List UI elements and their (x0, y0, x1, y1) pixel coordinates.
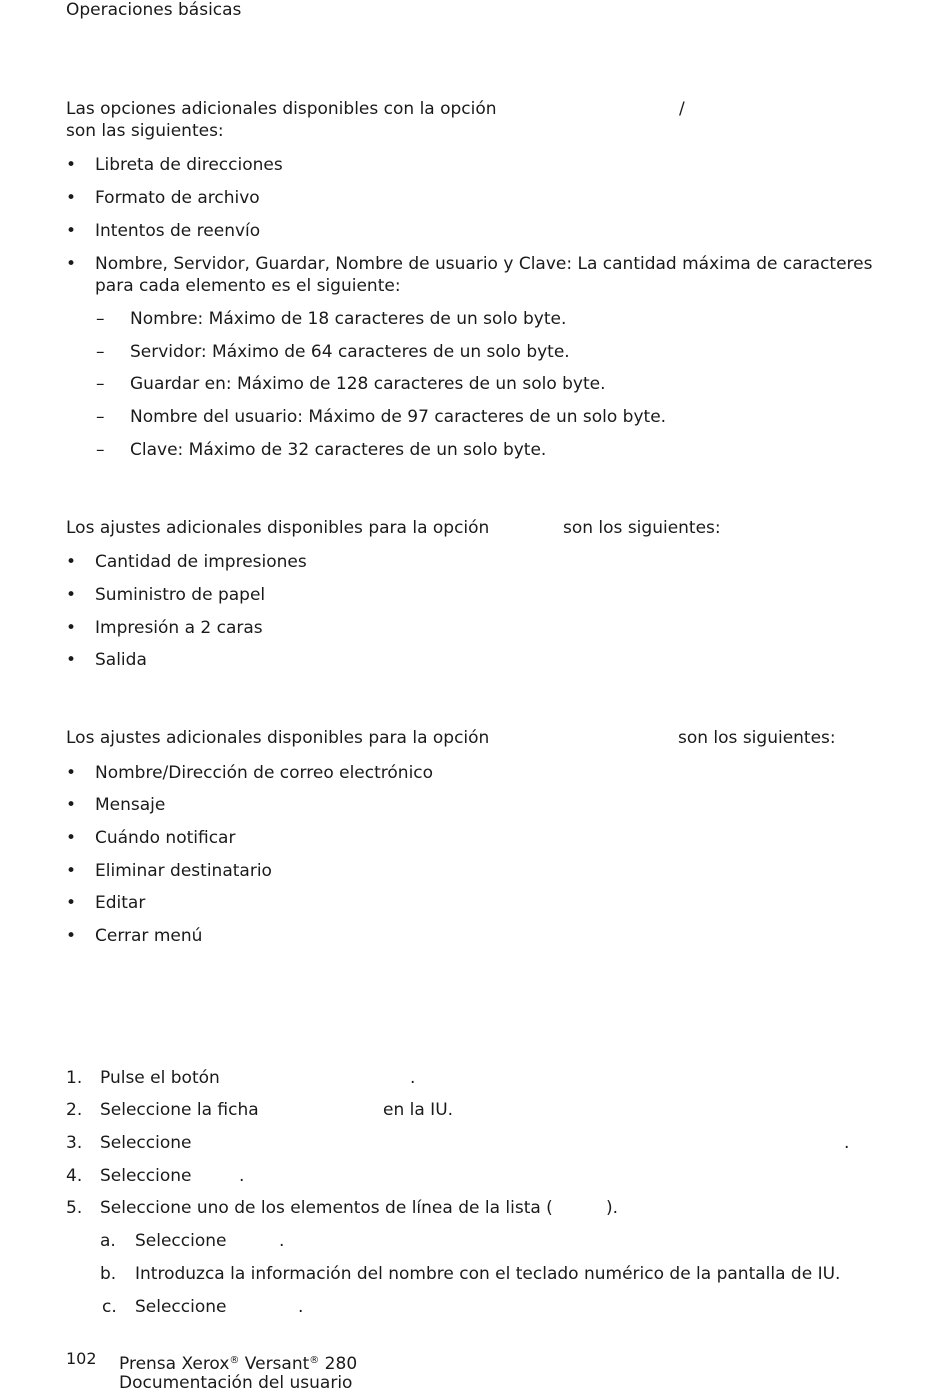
footer-product-brand: Prensa Xerox (119, 1354, 230, 1374)
substep-letter: b. (100, 1264, 117, 1284)
sub-list-item: Guardar en: Máximo de 128 caracteres de un solo byte. (130, 374, 606, 394)
bullet-glyph: • (66, 861, 77, 881)
footer-product-model: Versant (239, 1354, 310, 1374)
list-item: Cuándo notificar (95, 828, 236, 848)
list-item: Impresión a 2 caras (95, 618, 263, 638)
dash-glyph: – (96, 374, 105, 394)
section3-intro-text: Los ajustes adicionales disponibles para la opción (66, 728, 490, 748)
bullet-glyph: • (66, 254, 77, 274)
sub-list-item: Clave: Máximo de 32 caracteres de un solo byte. (130, 440, 547, 460)
running-header: Operaciones básicas (66, 0, 242, 20)
registered-mark: ® (229, 1355, 240, 1366)
bullet-glyph: • (66, 926, 77, 946)
sub-list-item: Servidor: Máximo de 64 caracteres de un solo byte. (130, 342, 570, 362)
step-period: . (410, 1068, 416, 1088)
step-number: 4. (66, 1166, 83, 1186)
bullet-glyph: • (66, 618, 77, 638)
footer-product-number: 280 (319, 1354, 358, 1374)
substep-text: Seleccione (135, 1231, 227, 1251)
list-item: Cantidad de impresiones (95, 552, 307, 572)
sub-list-item: Nombre del usuario: Máximo de 97 caracteres de un solo byte. (130, 407, 667, 427)
section1-intro-slash: / (679, 99, 685, 119)
bullet-glyph: • (66, 585, 77, 605)
bullet-glyph: • (66, 552, 77, 572)
dash-glyph: – (96, 309, 105, 329)
step-text-end: ). (606, 1198, 619, 1218)
list-item-continuation: para cada elemento es el siguiente: (95, 276, 401, 296)
section2-intro-text: Los ajustes adicionales disponibles para la opción (66, 518, 490, 538)
step-text: Seleccione la ficha (100, 1100, 259, 1120)
dash-glyph: – (96, 407, 105, 427)
step-text: Pulse el botón (100, 1068, 220, 1088)
step-number: 5. (66, 1198, 83, 1218)
step-number: 3. (66, 1133, 83, 1153)
step-period: . (844, 1133, 850, 1153)
dash-glyph: – (96, 342, 105, 362)
step-text-end: en la IU. (383, 1100, 454, 1120)
list-item: Suministro de papel (95, 585, 266, 605)
bullet-glyph: • (66, 188, 77, 208)
sub-list-item: Nombre: Máximo de 18 caracteres de un solo byte. (130, 309, 567, 329)
bullet-glyph: • (66, 763, 77, 783)
list-item: Formato de archivo (95, 188, 260, 208)
dash-glyph: – (96, 440, 105, 460)
list-item: Intentos de reenvío (95, 221, 261, 241)
list-item: Libreta de direcciones (95, 155, 283, 175)
list-item: Nombre, Servidor, Guardar, Nombre de usuario y Clave: La cantidad máxima de caracteres (95, 254, 873, 274)
list-item: Cerrar menú (95, 926, 203, 946)
bullet-glyph: • (66, 893, 77, 913)
step-text: Seleccione uno de los elementos de línea de la lista ( (100, 1198, 553, 1218)
list-item: Nombre/Dirección de correo electrónico (95, 763, 434, 783)
section1-intro-line2: son las siguientes: (66, 121, 224, 141)
substep-period: . (298, 1297, 304, 1317)
step-text: Seleccione (100, 1166, 192, 1186)
list-item: Mensaje (95, 795, 166, 815)
bullet-glyph: • (66, 795, 77, 815)
substep-letter: c. (102, 1297, 117, 1317)
step-number: 2. (66, 1100, 83, 1120)
registered-mark: ® (309, 1355, 320, 1366)
step-text: Seleccione (100, 1133, 192, 1153)
list-item: Salida (95, 650, 147, 670)
section1-intro-text: Las opciones adicionales disponibles con la opción (66, 99, 497, 119)
section3-intro-end: son los siguientes: (678, 728, 836, 748)
bullet-glyph: • (66, 828, 77, 848)
section1-intro-line1 (66, 98, 497, 120)
list-item: Editar (95, 893, 146, 913)
bullet-glyph: • (66, 155, 77, 175)
substep-text: Introduzca la información del nombre con el teclado numérico de la pantalla de IU. (135, 1264, 841, 1284)
substep-period: . (279, 1231, 285, 1251)
section2-intro-end: son los siguientes: (563, 518, 721, 538)
step-number: 1. (66, 1068, 83, 1088)
step-period: . (239, 1166, 245, 1186)
bullet-glyph: • (66, 221, 77, 241)
bullet-glyph: • (66, 650, 77, 670)
footer-doc-title: Documentación del usuario (119, 1373, 353, 1393)
substep-text: Seleccione (135, 1297, 227, 1317)
list-item: Eliminar destinatario (95, 861, 272, 881)
substep-letter: a. (100, 1231, 116, 1251)
page-number: 102 (66, 1349, 97, 1368)
